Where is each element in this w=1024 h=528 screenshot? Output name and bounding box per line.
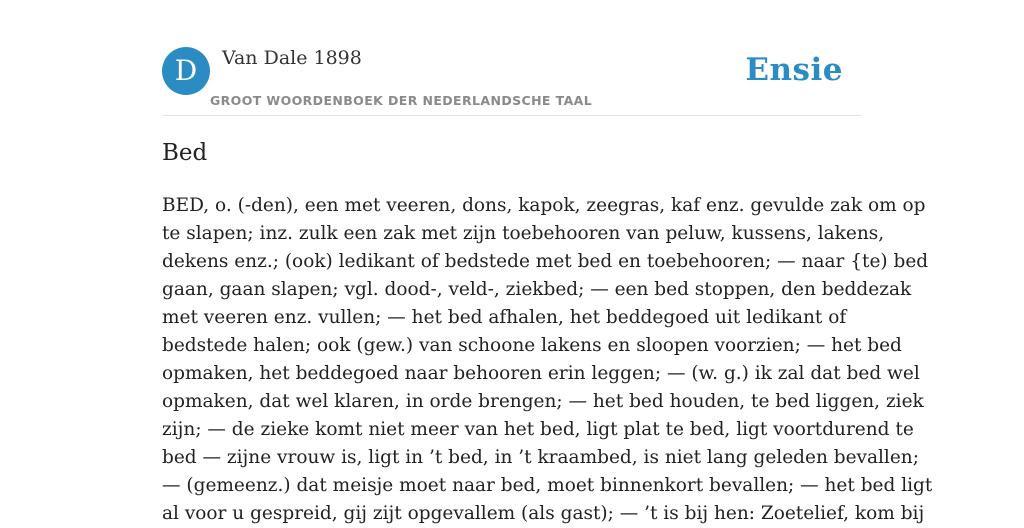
definition-line: opmaken, dat wel klaren, in orde brengen; — het bed houden, te bed liggen, ziek [162, 391, 924, 412]
definition-line: bedstede halen; ook (gew.) van schoone lakens en sloopen voorzien; — het bed [162, 335, 902, 356]
entry-title: Bed [162, 140, 208, 166]
definition-line: al voor u gespreid, gij zijt opgevallem (als gast); — ’t is bij hen: Zoetelief, kom bij [162, 503, 925, 524]
source-subtitle: GROOT WOORDENBOEK DER NEDERLANDSCHE TAAL [210, 93, 593, 108]
source-title[interactable]: Van Dale 1898 [222, 47, 362, 69]
definition-line: zijn; — de zieke komt niet meer van het bed, ligt plat te bed, ligt voortdurend te [162, 419, 914, 440]
entry-definition [162, 192, 933, 528]
definition-line: met veeren enz. vullen; — het bed afhalen, het beddegoed uit ledikant of [162, 307, 847, 328]
brand-logo-link[interactable]: Ensie [745, 52, 843, 88]
source-header [162, 46, 862, 116]
definition-line: gaan, gaan slapen; vgl. dood-, veld-, ziekbed; — een bed stoppen, den beddezak [162, 279, 912, 300]
definition-line: te slapen; inz. zulk een zak met zijn toebehooren van peluw, kussens, lakens, [162, 223, 885, 244]
source-logo[interactable]: D [162, 47, 210, 95]
definition-line: — (gemeenz.) dat meisje moet naar bed, moet binnenkort bevallen; — het bed ligt [162, 475, 933, 496]
definition-line: dekens enz.; (ook) ledikant of bedstede met bed en toebehooren; — naar {te) bed [162, 251, 929, 272]
definition-line: BED, o. (-den), een met veeren, dons, kapok, zeegras, kaf enz. gevulde zak om op [162, 195, 926, 216]
definition-line: bed — zijne vrouw is, ligt in ’t bed, in ’t kraambed, is niet lang geleden bevallen; [162, 447, 919, 468]
definition-line: opmaken, het beddegoed naar behooren erin leggen; — (w. g.) ik zal dat bed wel [162, 363, 920, 384]
